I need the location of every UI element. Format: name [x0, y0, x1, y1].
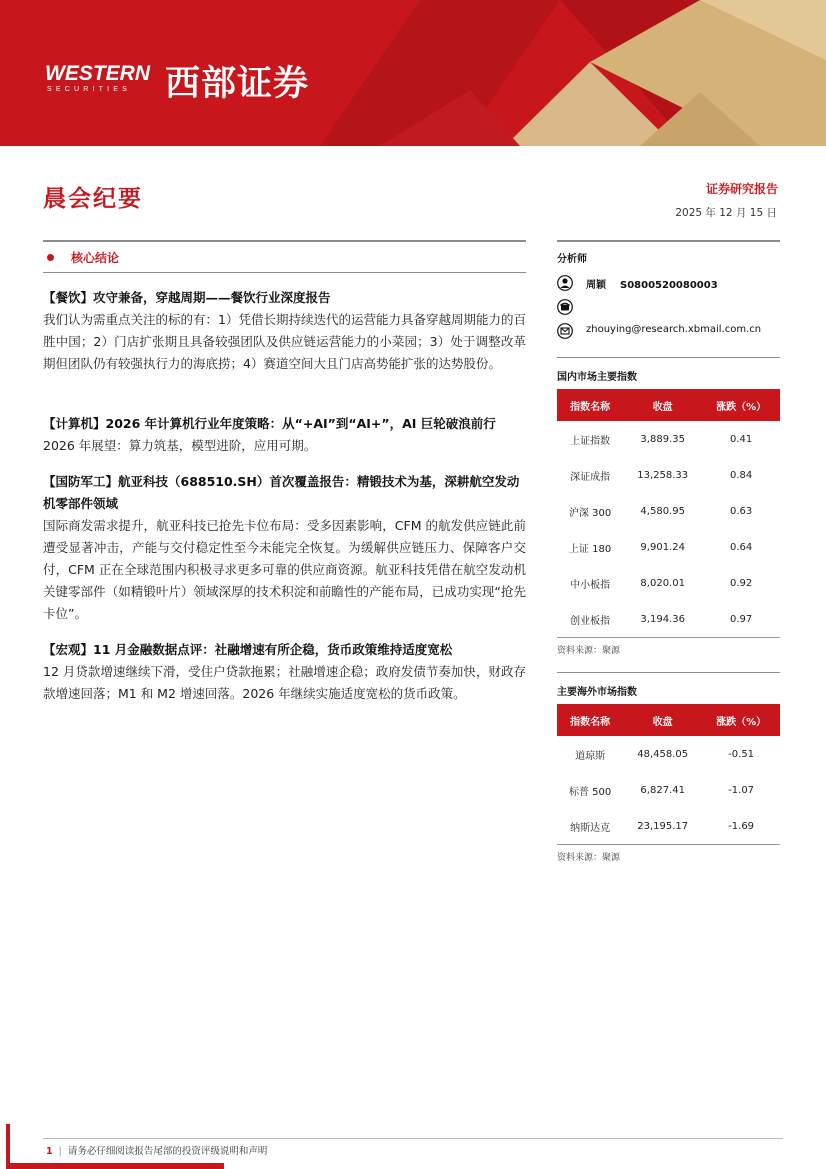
col-header: 指数名称: [557, 704, 623, 736]
item-heading: 【计算机】2026 年计算机行业年度策略：从“+AI”到“AI+”，AI 巨轮破浪前行: [43, 416, 496, 431]
index-close: 6,827.41: [640, 784, 685, 796]
analyst-name-row: [557, 273, 780, 295]
index-name: 上证 180: [568, 543, 612, 555]
domestic-index-title: 国内市场主要指数: [557, 357, 780, 383]
index-name: 中小板指: [570, 579, 611, 591]
table-row: [557, 493, 780, 529]
index-change: 0.63: [729, 505, 753, 517]
index-name: 道琼斯: [575, 750, 606, 762]
col-header: 涨跌（%）: [702, 704, 780, 736]
index-name: 创业板指: [557, 601, 623, 638]
domestic-index-table: [557, 389, 780, 638]
index-close: 3,889.35: [640, 433, 685, 445]
analyst-cert: S0800520080003: [620, 280, 718, 291]
index-name: 纳斯达克: [557, 808, 623, 845]
table-row: [557, 565, 780, 601]
core-conclusions: [43, 240, 526, 705]
item-body: 12 月贷款增速继续下滑，受住户贷款拖累；社融增速企稳；政府发债节奏加快，财政存款增速回落；M1 和 M2 增速回落。2026 年继续实施适度宽松的货币政策。: [43, 664, 526, 701]
index-change: -1.07: [728, 784, 755, 796]
table-row: [557, 421, 780, 457]
bullet-dot-icon: [47, 254, 54, 261]
report-type: 证券研究报告: [705, 182, 778, 196]
logo-securities: SECURITIES: [47, 86, 132, 93]
index-name: 上证指数: [570, 435, 611, 447]
logo-english: WESTERN: [45, 62, 150, 85]
email-icon: [557, 323, 573, 339]
analyst-email[interactable]: zhouying@research.xbmail.com.cn: [586, 324, 762, 335]
col-header: 收盘: [623, 704, 702, 736]
bottom-accent-bar: [6, 1163, 224, 1169]
index-name: 深证成指: [570, 471, 611, 483]
sidebar: [557, 240, 780, 863]
index-close: 3,194.36: [623, 601, 702, 638]
index-close: 23,195.17: [623, 808, 702, 845]
table-row: [557, 772, 780, 808]
phone-icon: [557, 299, 573, 315]
logo-chinese: 西部证券: [165, 64, 310, 104]
conclusion-item: [43, 287, 526, 375]
overseas-index-title: 主要海外市场指数: [557, 672, 780, 698]
header-banner: [0, 0, 826, 146]
analyst-phone-row: [557, 297, 780, 319]
item-body: 2026 年展望：算力筑基，模型进阶，应用可期。: [43, 438, 317, 453]
index-close: 13,258.33: [637, 469, 689, 481]
index-name: 沪深 300: [568, 507, 612, 519]
index-close: 8,020.01: [640, 577, 685, 589]
table-row: [557, 736, 780, 772]
col-header: 收盘: [623, 389, 702, 421]
item-heading: 【国防军工】航亚科技（688510.SH）首次覆盖报告：精锻技术为基，深耕航空发动机零部件领域: [43, 474, 520, 511]
item-body: 我们认为需重点关注的标的有：1）凭借长期持续迭代的运营能力具备穿越周期能力的百胜中国；2）门店扩张期且具备较强团队及供应链运营能力的小菜园；3）处于调整改革期但团队仍有较强执行力的海底捞；4）赛道空间大且门店高势能扩张的达势股份。: [43, 312, 526, 371]
index-name: 标普 500: [568, 786, 612, 798]
section-title: 核心结论: [71, 251, 120, 265]
item-heading: 【宏观】11 月金融数据点评：社融增速有所企稳，货币政策维持适度宽松: [43, 642, 453, 657]
analyst-info: [557, 240, 780, 343]
analyst-email-row: [557, 321, 780, 343]
table-row: [557, 457, 780, 493]
overseas-index-table: [557, 704, 780, 845]
person-icon: [557, 275, 573, 291]
item-body: 国际商发需求提升，航亚科技已抢先卡位布局：受多因素影响，CFM 的航发供应链此前遭受显著冲击，产能与交付稳定性至今未能完全恢复。为缓解供应链压力、保障客户交付，CFM 正在全球范围内积极寻求更多可靠的供应商资源。航亚科技凭借在航空发动机关键零部件（如精锻叶片）领域深厚的技术积淀和前瞻性的产能布局，已成功实现“抢先卡位”。: [43, 518, 526, 621]
table-row: [557, 529, 780, 565]
index-close: 9,901.24: [640, 541, 685, 553]
index-close: 4,580.95: [640, 505, 685, 517]
analyst-name: 周颖: [586, 280, 606, 291]
analyst-label: 分析师: [557, 254, 587, 265]
item-heading: 【餐饮】攻守兼备，穿越周期——餐饮行业深度报告: [43, 290, 331, 305]
conclusion-item: [43, 413, 526, 457]
col-header: 涨跌（%）: [702, 389, 780, 421]
footer-divider: [43, 1138, 783, 1139]
index-change: 0.84: [729, 469, 753, 481]
index-change: 0.41: [729, 433, 753, 445]
table-row: [557, 601, 780, 638]
index-change: 0.64: [729, 541, 753, 553]
index-close: 48,458.05: [637, 748, 689, 760]
index-change: -0.51: [728, 748, 755, 760]
col-header: 指数名称: [557, 389, 623, 421]
domestic-source: 资料来源：聚源: [557, 646, 621, 656]
index-change: 0.92: [729, 577, 753, 589]
index-change: 0.97: [702, 601, 780, 638]
page-number: 1: [46, 1146, 53, 1157]
report-date: 2025 年 12 月 15 日: [675, 207, 777, 219]
conclusion-item: [43, 639, 526, 705]
document-type: 晨会纪要: [43, 185, 143, 212]
overseas-source: 资料来源：聚源: [557, 853, 621, 863]
table-row: [557, 808, 780, 845]
section-header: [43, 240, 526, 273]
footer-separator: |: [58, 1146, 62, 1157]
conclusion-item: [43, 471, 526, 625]
index-change: -1.69: [702, 808, 780, 845]
disclaimer-text: 请务必仔细阅读报告尾部的投资评级说明和声明: [67, 1146, 268, 1157]
page-footer: [46, 1143, 267, 1157]
